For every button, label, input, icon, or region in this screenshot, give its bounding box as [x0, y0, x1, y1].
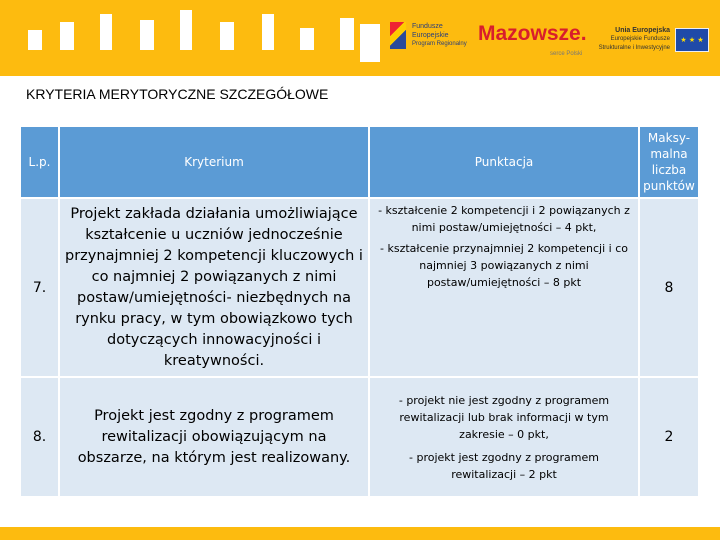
logo-text: Unia Europejska — [615, 27, 670, 34]
row-kryterium: Projekt zakłada działania umożliwiające kształcenie u uczniów jednocześnie przynajmniej 2 kompetencji kluczowych i co najmniej 2 powiązanych z nimi postaw/umiejętności- niezbędnych na rynku pracy, w tym obowiązkowo tych dotyczących innowacyjności i kreatywności. — [60, 199, 368, 376]
decorative-shape — [140, 20, 154, 50]
logo-text: Fundusze — [412, 23, 443, 30]
decorative-shape — [180, 10, 192, 50]
punktacja-item: - projekt nie jest zgodny z programem rewitalizacji lub brak informacji w tym zakresie – 0 pkt, — [398, 393, 610, 441]
table-row — [21, 378, 698, 496]
fe-flag-icon — [390, 22, 406, 49]
row-lp: 8. — [21, 378, 58, 496]
decorative-shape — [360, 24, 380, 62]
decorative-shape — [28, 30, 42, 50]
decorative-shape — [340, 18, 354, 50]
row-max: 8 — [640, 199, 698, 376]
top-banner — [0, 0, 720, 76]
decorative-shape — [100, 14, 112, 50]
punktacja-item: - projekt jest zgodny z programem rewitalizacji – 2 pkt — [409, 450, 599, 481]
ue-logo-text — [596, 26, 670, 53]
table-row — [21, 199, 698, 376]
decorative-shape — [220, 22, 234, 50]
logo-text: Europejskie Fundusze — [610, 36, 670, 42]
fundusze-europejskie-logo — [390, 22, 467, 49]
page-title: KRYTERIA MERYTORYCZNE SZCZEGÓŁOWE — [26, 86, 329, 102]
mazowsze-tagline: serce Polski — [550, 51, 583, 57]
decorative-shape — [300, 28, 314, 50]
punktacja-item: - kształcenie przynajmniej 2 kompetencji i co najmniej 3 powiązanych z nimi postaw/umiejętności – 8 pkt — [380, 242, 628, 289]
eu-flag-icon: ★ ★ ★ — [675, 28, 709, 52]
header-lp: L.p. — [21, 127, 58, 197]
row-lp: 7. — [21, 199, 58, 376]
mazowsze-logo: Mazowsze. — [478, 22, 587, 45]
logo-text: Europejskie — [412, 32, 449, 39]
header-kryterium: Kryterium — [60, 127, 368, 197]
logo-text: Program Regionalny — [412, 41, 467, 47]
row-punktacja — [370, 378, 638, 496]
punktacja-item: - kształcenie 2 kompetencji i 2 powiązanych z nimi postaw/umiejętności – 4 pkt, — [378, 204, 630, 234]
row-punktacja — [370, 199, 638, 376]
table-header — [21, 127, 698, 197]
header-punktacja: Punktacja — [370, 127, 638, 197]
header-max: Maksy-malna liczba punktów — [640, 127, 698, 197]
criteria-table — [19, 125, 700, 498]
row-kryterium: Projekt jest zgodny z programem rewitalizacji obowiązującym na obszarze, na którym jest realizowany. — [60, 378, 368, 496]
decorative-shape — [262, 14, 274, 50]
bottom-bar — [0, 527, 720, 540]
logo-text: Strukturalne i Inwestycyjne — [598, 45, 670, 51]
row-max: 2 — [640, 378, 698, 496]
decorative-shape — [60, 22, 74, 50]
